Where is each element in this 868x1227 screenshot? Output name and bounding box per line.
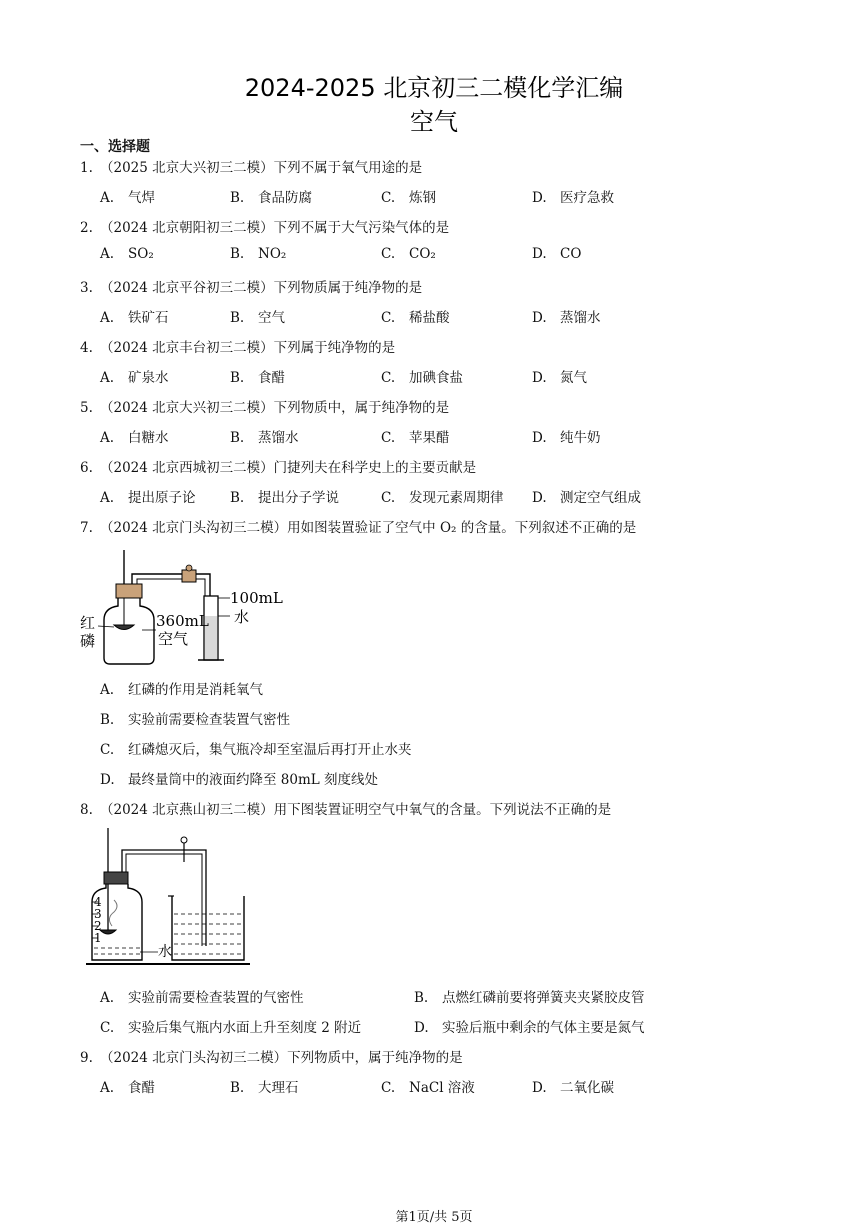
option-text: 苹果醋: [409, 430, 450, 446]
option-d: [100, 768, 378, 788]
option-letter: D.: [100, 772, 115, 788]
option-letter: D.: [532, 430, 547, 446]
option-b: [230, 306, 285, 326]
section-heading: 一、选择题: [80, 139, 150, 155]
option-letter: B.: [230, 490, 245, 506]
option-b: [230, 426, 299, 446]
option-d: [532, 1076, 614, 1096]
question-4: [80, 336, 395, 356]
option-letter: A.: [100, 430, 115, 446]
option-text: 气焊: [128, 190, 155, 206]
option-text: 蒸馏水: [258, 430, 299, 446]
option-text: SO₂: [128, 246, 154, 262]
question-number: 5.: [80, 400, 93, 416]
combustion-spoon: [100, 930, 116, 934]
label-water: 水: [234, 608, 250, 626]
option-letter: C.: [381, 310, 396, 326]
option-text: 点燃红磷前要将弹簧夹夹紧胶皮管: [442, 990, 645, 1006]
question-text: （2024 北京门头沟初三二模）下列物质中，属于纯净物的是: [100, 1050, 463, 1066]
option-letter: B.: [230, 190, 245, 206]
option-text: 实验前需要检查装置的气密性: [128, 990, 304, 1006]
option-c: [381, 426, 450, 446]
option-letter: D.: [532, 246, 547, 262]
option-a: [100, 678, 263, 698]
question-number: 9.: [80, 1050, 93, 1066]
option-c: [381, 186, 436, 206]
option-b: [230, 486, 339, 506]
connecting-tube: [122, 850, 206, 946]
option-b: [230, 366, 285, 386]
option-d: [532, 366, 587, 386]
option-d: [532, 246, 581, 262]
option-c: [381, 486, 504, 506]
question-text: （2024 北京朝阳初三二模）下列不属于大气污染气体的是: [100, 220, 450, 236]
option-text: CO₂: [409, 246, 436, 262]
option-b: [230, 246, 286, 262]
question-text: （2024 北京门头沟初三二模）用如图装置验证了空气中 O₂ 的含量。下列叙述不正确的是: [100, 520, 637, 536]
water-clamp: [182, 570, 196, 582]
label-red: 红: [80, 614, 96, 632]
smoke-icon: [109, 900, 117, 926]
option-a: [100, 366, 169, 386]
option-letter: A.: [100, 370, 115, 386]
option-text: 红磷的作用是消耗氧气: [128, 682, 263, 698]
question-number: 2.: [80, 220, 93, 236]
option-letter: A.: [100, 190, 115, 206]
option-text: 纯牛奶: [560, 430, 601, 446]
option-text: 提出原子论: [128, 490, 196, 506]
option-text: 红磷熄灭后，集气瓶冷却至室温后再打开止水夹: [128, 742, 412, 758]
option-text: 铁矿石: [128, 310, 169, 326]
question-text: （2024 北京燕山初三二模）用下图装置证明空气中氧气的含量。下列说法不正确的是: [100, 802, 612, 818]
question-number: 7.: [80, 520, 93, 536]
option-letter: A.: [100, 682, 115, 698]
question-number: 3.: [80, 280, 93, 296]
option-letter: A.: [100, 990, 115, 1006]
label-cylinder-volume: 100mL: [230, 589, 283, 607]
option-text: 矿泉水: [128, 370, 169, 386]
figure-8-apparatus: [84, 826, 254, 971]
option-text: 实验前需要检查装置气密性: [128, 712, 290, 728]
option-text: 白糖水: [128, 430, 169, 446]
option-text: 实验后集气瓶内水面上升至刻度 2 附近: [128, 1020, 362, 1036]
option-letter: D.: [532, 190, 547, 206]
option-text: 食品防腐: [258, 190, 312, 206]
option-b: [414, 986, 645, 1006]
question-2: [80, 216, 449, 236]
option-text: 实验后瓶中剩余的气体主要是氮气: [442, 1020, 645, 1036]
option-letter: C.: [381, 490, 396, 506]
option-text: 医疗急救: [560, 190, 614, 206]
question-8: [80, 798, 611, 818]
option-a: [100, 426, 169, 446]
option-text: 大理石: [258, 1080, 299, 1096]
question-text: （2025 北京大兴初三二模）下列不属于氧气用途的是: [100, 160, 423, 176]
option-letter: B.: [230, 246, 245, 262]
option-letter: C.: [381, 1080, 396, 1096]
option-text: 炼钢: [409, 190, 436, 206]
option-letter: A.: [100, 490, 115, 506]
combustion-spoon: [114, 625, 134, 630]
option-d: [532, 186, 614, 206]
option-letter: C.: [381, 190, 396, 206]
question-1: [80, 156, 422, 176]
option-letter: A.: [100, 246, 115, 262]
option-letter: D.: [532, 370, 547, 386]
option-text: NaCl 溶液: [409, 1080, 475, 1096]
rubber-stopper: [104, 872, 128, 884]
option-text: 食醋: [128, 1080, 155, 1096]
option-d: [532, 426, 601, 446]
question-text: （2024 北京西城初三二模）门捷列夫在科学史上的主要贡献是: [100, 460, 477, 476]
question-5: [80, 396, 449, 416]
option-letter: D.: [532, 490, 547, 506]
option-text: 食醋: [258, 370, 285, 386]
option-c: [381, 366, 463, 386]
option-a: [100, 186, 155, 206]
option-text: 稀盐酸: [409, 310, 450, 326]
option-letter: B.: [100, 712, 115, 728]
option-d: [414, 1016, 645, 1036]
option-text: 加碘食盐: [409, 370, 463, 386]
option-text: 提出分子学说: [258, 490, 339, 506]
figure-7-apparatus: [78, 546, 298, 671]
option-text: 发现元素周期律: [409, 490, 504, 506]
option-text: 空气: [258, 310, 285, 326]
question-text: （2024 北京大兴初三二模）下列物质中，属于纯净物的是: [100, 400, 450, 416]
label-phosphorus: 磷: [80, 632, 96, 650]
option-text: 二氧化碳: [560, 1080, 614, 1096]
option-a: [100, 1076, 155, 1096]
option-letter: B.: [230, 430, 245, 446]
question-number: 6.: [80, 460, 93, 476]
option-c: [100, 738, 412, 758]
beaker: [172, 896, 244, 960]
option-text: 蒸馏水: [560, 310, 601, 326]
page-title: 2024-2025 北京初三二模化学汇编: [244, 74, 624, 102]
question-number: 8.: [80, 802, 93, 818]
rubber-stopper: [116, 584, 142, 598]
option-text: CO: [560, 246, 582, 262]
option-letter: B.: [230, 1080, 245, 1096]
option-letter: A.: [100, 1080, 115, 1096]
option-d: [532, 306, 601, 326]
option-d: [532, 486, 641, 506]
option-letter: D.: [414, 1020, 429, 1036]
option-text: 测定空气组成: [560, 490, 641, 506]
question-7: [80, 516, 636, 536]
option-letter: D.: [532, 1080, 547, 1096]
question-text: （2024 北京平谷初三二模）下列物质属于纯净物的是: [100, 280, 423, 296]
question-number: 1.: [80, 160, 93, 176]
option-c: [381, 306, 450, 326]
page-footer: 第1页/共 5页: [395, 1210, 473, 1225]
scale-mark-1: 1: [94, 931, 102, 945]
option-text: NO₂: [258, 246, 287, 262]
option-text: 最终量筒中的液面约降至 80mL 刻度线处: [128, 772, 379, 788]
option-b: [100, 708, 290, 728]
option-letter: C.: [100, 742, 115, 758]
option-text: 氮气: [560, 370, 587, 386]
question-text: （2024 北京丰台初三二模）下列属于纯净物的是: [100, 340, 396, 356]
question-6: [80, 456, 476, 476]
option-letter: D.: [532, 310, 547, 326]
page-subtitle: 空气: [410, 108, 458, 136]
option-c: [381, 1076, 475, 1096]
scale-mark-4: 4: [94, 895, 102, 909]
scale-mark-2: 2: [94, 919, 102, 933]
scale-mark-3: 3: [94, 907, 102, 921]
question-3: [80, 276, 422, 296]
option-a: [100, 986, 304, 1006]
option-letter: C.: [381, 246, 396, 262]
option-c: [381, 246, 436, 262]
option-c: [100, 1016, 361, 1036]
gas-bottle: [104, 598, 154, 664]
option-letter: B.: [230, 310, 245, 326]
option-b: [230, 1076, 299, 1096]
option-letter: C.: [381, 370, 396, 386]
label-bottle-volume: 360mL: [156, 612, 209, 630]
option-letter: C.: [381, 430, 396, 446]
option-a: [100, 246, 154, 262]
option-a: [100, 306, 169, 326]
label-air: 空气: [158, 630, 189, 648]
option-letter: B.: [230, 370, 245, 386]
question-number: 4.: [80, 340, 93, 356]
option-b: [230, 186, 312, 206]
option-letter: C.: [100, 1020, 115, 1036]
question-9: [80, 1046, 463, 1066]
option-a: [100, 486, 196, 506]
option-letter: A.: [100, 310, 115, 326]
label-water: 水: [158, 944, 172, 960]
option-letter: B.: [414, 990, 429, 1006]
